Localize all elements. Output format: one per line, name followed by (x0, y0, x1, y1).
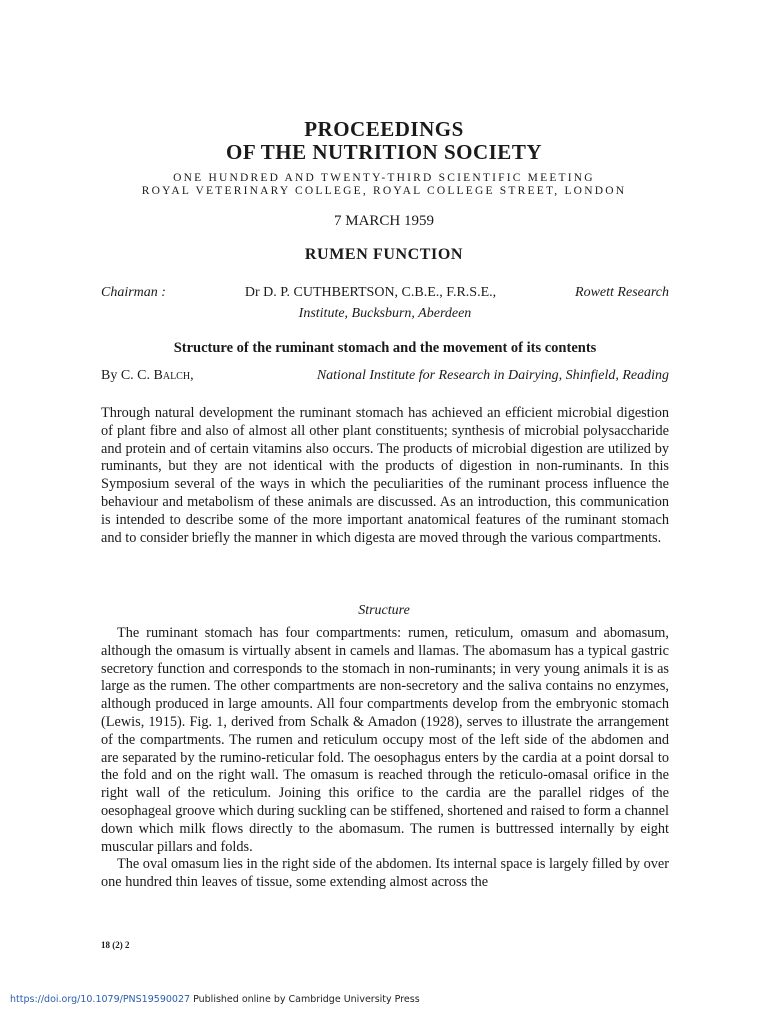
doi-link[interactable]: https://doi.org/10.1079/PNS19590027 (10, 994, 191, 1005)
chairman-name: Dr D. P. CUTHBERTSON, C.B.E., F.R.S.E., (244, 285, 497, 300)
byline-by: By C. C. (101, 368, 151, 383)
structure-section (101, 625, 669, 892)
chairman-institute-part2: Institute, Bucksburn, Aberdeen (298, 306, 472, 321)
intro-paragraph: Through natural development the ruminant stomach has achieved an efficient microbial digestion of plant fibre and also of almost all other plant constituents; synthesis of microbial polysaccharide and protein and of certain vitamins also occurs. The products of microbial digestion are utilized by ruminants, but they are not identical with the products of digestion in non-ruminants. In this Symposium several of the ways in which the peculiarities of the ruminant process influence the behaviour and metabolism of these animals are discussed. As an introduction, this communication is intended to describe some of the more important anatomical features of the ruminant stomach and to consider briefly the manner in which digesta are moved through the various compartments. (101, 405, 669, 546)
meeting-venue: ROYAL VETERINARY COLLEGE, ROYAL COLLEGE STREET, LONDON (141, 185, 627, 197)
chairman-label: Chairman : (101, 285, 166, 300)
author-affiliation: National Institute for Research in Dairying, Shinfield, Reading (316, 368, 669, 383)
footer (10, 994, 420, 1005)
byline (101, 368, 669, 384)
meeting-date: 7 MARCH 1959 (333, 213, 434, 229)
chairman-block (101, 282, 669, 324)
journal-title-line2: OF THE NUTRITION SOCIETY (226, 140, 542, 164)
paper-title: Structure of the ruminant stomach and the movement of its contents (173, 340, 597, 356)
published-note: Published online by Cambridge University Press (190, 994, 420, 1005)
structure-paragraph-2: The oval omasum lies in the right side of the abdomen. Its internal space is largely filled by over one hundred thin leaves of tissue, some extending almost across the (101, 856, 670, 891)
structure-paragraph-1: The ruminant stomach has four compartments: rumen, reticulum, omasum and abomasum, although the omasum is virtually absent in camels and llamas. The abomasum has a typical gastric secretory function and corresponds to the stomach in non-ruminants; in very young animals it is as large as the rumen. The other compartments are non-secretory and the saliva contains no enzymes, although produced in large amounts. All four compartments develop from the embryonic stomach (Lewis, 1915). Fig. 1, derived from Schalk & Amadon (1928), serves to illustrate the arrangement of the compartments. The rumen and reticulum occupy most of the left side of the abdomen and are separated by the rumino-reticular fold. The oesophagus enters by the cardia at a point dorsal to the fold and on the right wall. The omasum is reached through the reticulo-omasal orifice in the right wall of the reticulum. Joining this orifice to the cardia are the parallel ridges of the oesophageal groove which during suckling can be stiffened, shortened and raised to form a channel down which milk flows directly to the abomasum. The rumen is buttressed internally by eight muscular pillars and folds. (101, 625, 669, 855)
meeting-line1: ONE HUNDRED AND TWENTY-THIRD SCIENTIFIC MEETING (173, 172, 595, 184)
journal-title-line1: PROCEEDINGS (304, 117, 464, 141)
intro-section (101, 405, 669, 547)
author-name: Balch, (153, 368, 194, 383)
signature-mark: 18 (2) 2 (101, 940, 130, 950)
chairman-institute-part1: Rowett Research (575, 285, 669, 300)
section-heading: Structure (358, 603, 410, 618)
symposium-topic: RUMEN FUNCTION (304, 246, 464, 263)
